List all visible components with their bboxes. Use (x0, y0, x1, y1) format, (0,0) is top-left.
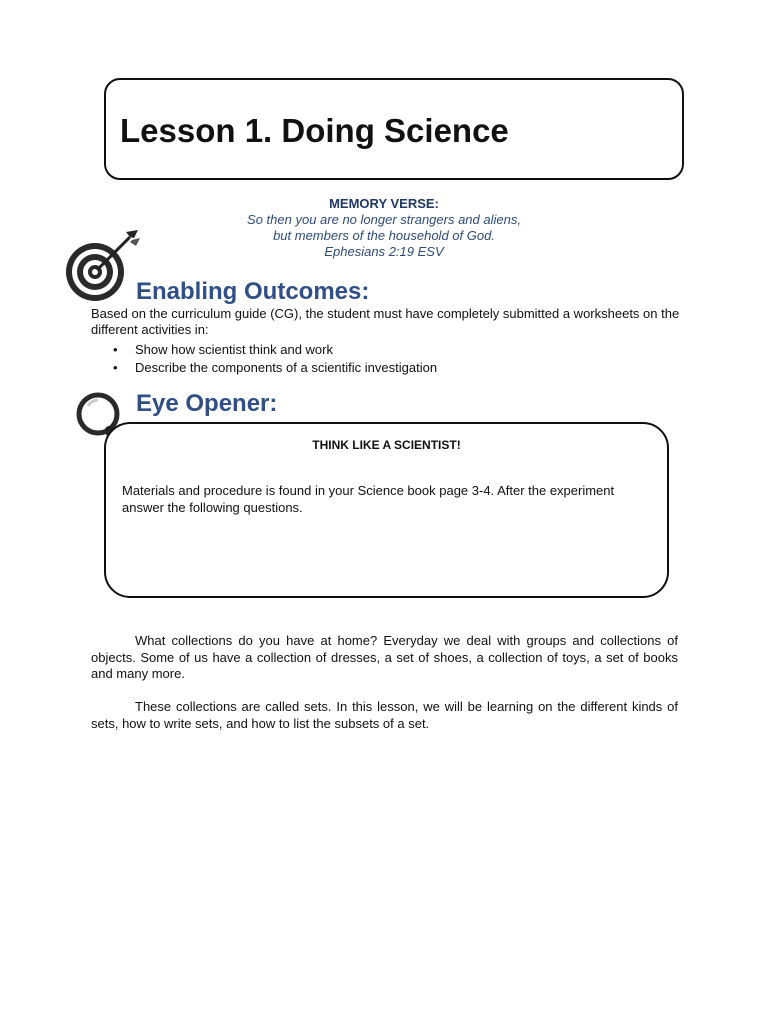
body-paragraph-2: These collections are called sets. In this lesson, we will be learning on the different kinds of sets, how to write sets, and how to list the subsets of a set. (91, 699, 678, 731)
body-paragraph-1: What collections do you have at home? Everyday we deal with groups and collections of objects. Some of us have a collection of dresses, a set of shoes, a collection of toys, a set of books and many more. (91, 633, 678, 681)
enabling-outcomes-title: Enabling Outcomes: (136, 278, 370, 305)
bullet: • (113, 360, 118, 375)
memory-verse-line-1: So then you are no longer strangers and aliens, (247, 212, 521, 227)
enabling-outcomes-intro: Based on the curriculum guide (CG), the student must have completely submitted a worksheets on the different activities in: (91, 306, 680, 337)
eye-opener-title: Eye Opener: (136, 390, 278, 417)
eye-opener-heading: THINK LIKE A SCIENTIST! (312, 438, 461, 452)
target-icon (64, 228, 142, 304)
enabling-outcomes-list (91, 341, 683, 377)
eye-opener-box (104, 422, 669, 598)
memory-verse-heading: MEMORY VERSE: (329, 196, 439, 211)
lesson-title: Lesson 1. Doing Science (120, 112, 509, 149)
eye-opener-text: Materials and procedure is found in your Science book page 3-4. After the experiment answer the following questions. (122, 483, 615, 515)
outcome-item-text: Show how scientist think and work (135, 342, 333, 357)
memory-verse-line-2: but members of the household of God. (273, 228, 495, 243)
outcome-item-text: Describe the components of a scientific investigation (135, 360, 438, 375)
lesson-title-box (104, 78, 684, 180)
list-item (91, 341, 683, 359)
bullet: • (113, 342, 118, 357)
list-item (91, 359, 683, 377)
memory-verse-reference: Ephesians 2:19 ESV (324, 244, 444, 259)
